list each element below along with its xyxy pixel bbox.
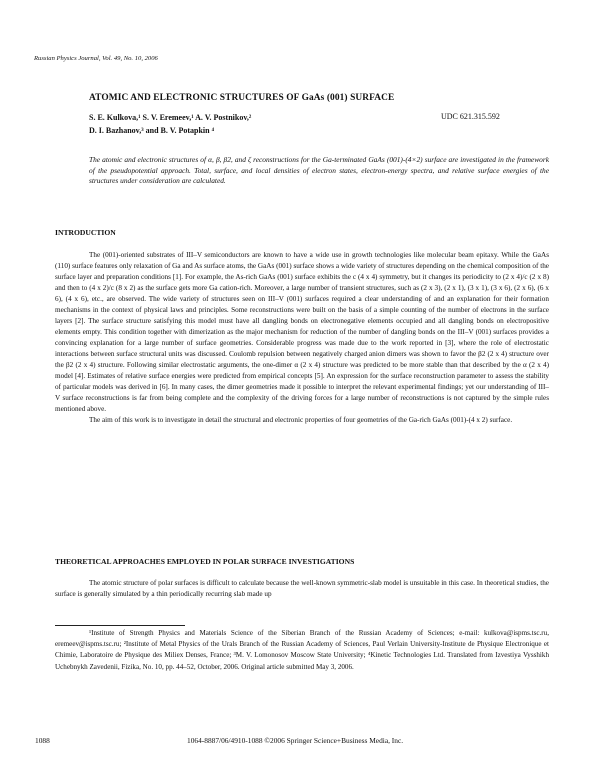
copyright-line: 1064-8887/06/4910-1088 ©2006 Springer Science+Business Media, Inc. (187, 736, 404, 745)
authors-line-2: D. I. Bazhanov,³ and B. V. Potapkin ⁴ (89, 125, 214, 135)
introduction-body (55, 250, 549, 426)
udc-code: UDC 621.315.592 (441, 112, 500, 121)
authors-line-1: S. E. Kulkova,¹ S. V. Eremeev,¹ A. V. Postnikov,² (89, 113, 252, 122)
theory-body (55, 578, 549, 600)
section-heading-theory: THEORETICAL APPROACHES EMPLOYED IN POLAR SURFACE INVESTIGATIONS (55, 557, 355, 566)
page-number: 1088 (35, 736, 50, 745)
affiliation-footnote: ¹Institute of Strength Physics and Materials Science of the Siberian Branch of the Russian Academy of Sciences; e-mail: kulkova@ispms.tsc.ru, eremeev@ispms.tsc.ru; ²Institute of Metal Physics of the Urals Branch of the Russian Academy of Sciences, Paul Verlain University-Institute de Physique Electronique et Chimie, Laboratoire de Physique des Miliex Denses, France; ³M. V. Lomonosov Moscow State University; ⁴Kinetic Technologies Ltd. Translated from Izvestiya Vysshikh Uchebnykh Zavedenii, Fizika, No. 10, pp. 44–52, October, 2006. Original article submitted May 3, 2006. (55, 629, 549, 671)
footnote-divider (55, 625, 185, 626)
intro-paragraph-1: The (001)-oriented substrates of III–V semiconductors are known to have a wide use in growth technologies like molecular beam epitaxy. While the GaAs (110) surface features only relaxation of Ga and As surface atoms, the GaAs (001) surface shows a wide variety of structures depending on the chemical composition of the surface layer and preparation conditions [1]. For example, the As-rich GaAs (001) surface exhibits the c (4 x 4) symmetry, but it changes its periodicity to (2 x 4)/c (2 x 8) and then to (4 x 2)/c (8 x 2) as the surface gets more Ga cation-rich. Moreover, a large number of transient structures, such as (2 x 3), (2 x 1), (3 x 1), (3 x 6), (2 x 6), (6 x 6), (4 x 6), etc., are observed. The wide variety of structures seen on III–V (001) surfaces required a clear understanding of and an explanation for their formation mechanisms in the context of physical laws and principles. Some reconstructions were built on the basis of a simple counting of the number of electrons in the surface layers [2]. The surface structure satisfying this model must have all dangling bonds on electronegative elements occupied and all dangling bonds on electropositive elements empty. This condition together with dimerization as the major mechanism for reduction of the number of dangling bonds on the III–V (001) surfaces provides a convincing explanation for a large number of surface geometries. Considerable progress was made due to the work reported in [3], where the role of electrostatic interactions between surface structural units was discussed. Coulomb repulsion between negatively charged anion dimers was shown to favor the β2 (2 x 4) structure over the β2 (2 x 4) structure. Following similar electrostatic arguments, the one-dimer α (2 x 4) structure was predicted to be more stable than that described by the α (2 x 4) model [4]. Estimates of relative surface energies were predicted from empirical concepts [5]. An expression for the surface reconstruction parameter to assess the stability of particular models was derived in [6]. In many cases, the dimer geometries made it possible to interpret the relevant experimental findings; yet our understanding of III–V surface reconstructions is far from being complete and the complexity of the driving forces for a large number of reconstructions is not captured by the simple rules mentioned above. (55, 251, 549, 413)
intro-paragraph-2: The aim of this work is to investigate in detail the structural and electronic properties of four geometries of the Ga-rich GaAs (001)-(4 x 2) surface. (89, 416, 513, 424)
article-title: ATOMIC AND ELECTRONIC STRUCTURES OF GaAs (001) SURFACE (89, 93, 395, 103)
abstract: The atomic and electronic structures of α, β, β2, and ζ reconstructions for the Ga-terminated GaAs (001)-(4×2) surface are investigated in the framework of the pseudopotential approach. Total, surface, and local densities of electron states, electron-energy spectra, and relative surface energies of the structures under consideration are calculated. (89, 155, 549, 186)
theory-paragraph-1: The atomic structure of polar surfaces is difficult to calculate because the well-known symmetric-slab model is unsuitable in this case. In theoretical studies, the surface is generally simulated by a thin periodically recurring slab made up (55, 579, 549, 598)
journal-header: Russian Physics Journal, Vol. 49, No. 10, 2006 (34, 55, 158, 62)
section-heading-introduction: INTRODUCTION (55, 228, 116, 237)
author-list (89, 112, 419, 137)
